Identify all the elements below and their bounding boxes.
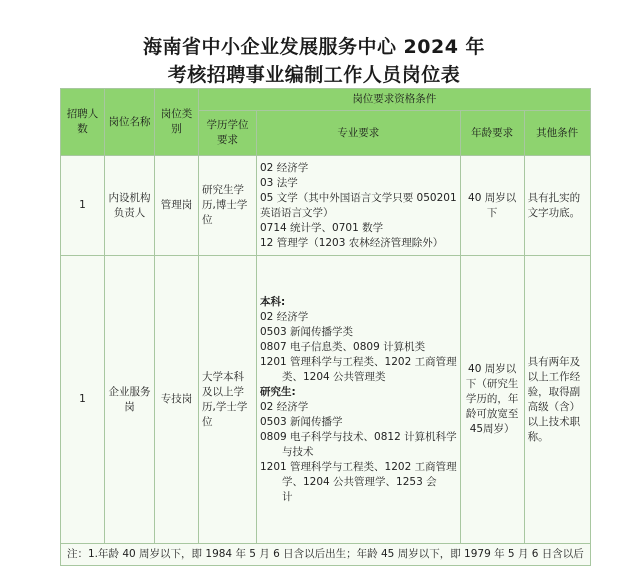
header-age: 年龄要求: [460, 111, 524, 156]
page-title-line-2: 考核招聘事业编制工作人员岗位表: [167, 64, 461, 86]
row-age: 40 周岁以下（研究生学历的，年龄可放宽至45周岁）: [460, 256, 524, 544]
table-row: [61, 156, 591, 256]
major-line: 0714 统计学、0701 数学: [260, 221, 384, 234]
row-education: 研究生学历,博士学位: [199, 156, 257, 256]
row-other: 具有两年及以上工作经验，取得副高级（含）以上技术职称。: [524, 256, 590, 544]
major-line: 学、1204 公共管理学、1253 会: [282, 475, 437, 488]
major-line: 0809 电子科学与技术、0812 计算机科学: [260, 430, 457, 443]
header-position: 岗位名称: [105, 89, 155, 156]
major-line: 02 经济学: [260, 310, 309, 323]
row-major: [257, 156, 461, 256]
row-count: 1: [61, 156, 105, 256]
major-line: 0503 新闻传播学类: [260, 325, 354, 338]
header-category: 岗位类别: [155, 89, 199, 156]
major-line: 05 文学（其中外国语言文学只要 050201: [260, 191, 457, 204]
major-line: 类、1204 公共管理类: [282, 370, 386, 383]
row-position: 企业服务岗: [105, 256, 155, 544]
row-other: 具有扎实的文字功底。: [524, 156, 590, 256]
page-title-line-1: 海南省中小企业发展服务中心 2024 年: [142, 36, 486, 58]
major-line: 03 法学: [260, 176, 298, 189]
row-age: 40 周岁以下: [460, 156, 524, 256]
row-major: [257, 256, 461, 544]
table-note: 注：1.年龄 40 周岁以下，即 1984 年 5 月 6 日含以后出生；年龄 45 周岁以下，即 1979 年 5 月 6 日含以后: [61, 544, 591, 566]
major-undergrad-label: 本科:: [260, 295, 286, 308]
major-line: 02 经济学: [260, 161, 309, 174]
position-table: [60, 88, 591, 566]
major-line: 英语语言文学）: [260, 206, 334, 219]
major-line: 1201 管理科学与工程类、1202 工商管理: [260, 460, 457, 473]
major-line: 计: [282, 490, 293, 503]
major-line: 与技术: [282, 445, 314, 458]
major-line: 12 管理学（1203 农林经济管理除外）: [260, 236, 444, 249]
header-other: 其他条件: [524, 111, 590, 156]
major-line: 02 经济学: [260, 400, 309, 413]
header-count: 招聘人数: [61, 89, 105, 156]
row-category: 专技岗: [155, 256, 199, 544]
major-line: 0807 电子信息类、0809 计算机类: [260, 340, 426, 353]
row-category: 管理岗: [155, 156, 199, 256]
major-line: 0503 新闻传播学: [260, 415, 343, 428]
major-line: 1201 管理科学与工程类、1202 工商管理: [260, 355, 457, 368]
row-position: 内设机构负责人: [105, 156, 155, 256]
header-major: 专业要求: [257, 111, 461, 156]
header-requirements-group: 岗位要求资格条件: [199, 89, 591, 111]
header-education: 学历学位要求: [199, 111, 257, 156]
row-count: 1: [61, 256, 105, 544]
row-education: 大学本科及以上学历,学士学位: [199, 256, 257, 544]
table-row: [61, 256, 591, 544]
major-grad-label: 研究生:: [260, 385, 296, 398]
